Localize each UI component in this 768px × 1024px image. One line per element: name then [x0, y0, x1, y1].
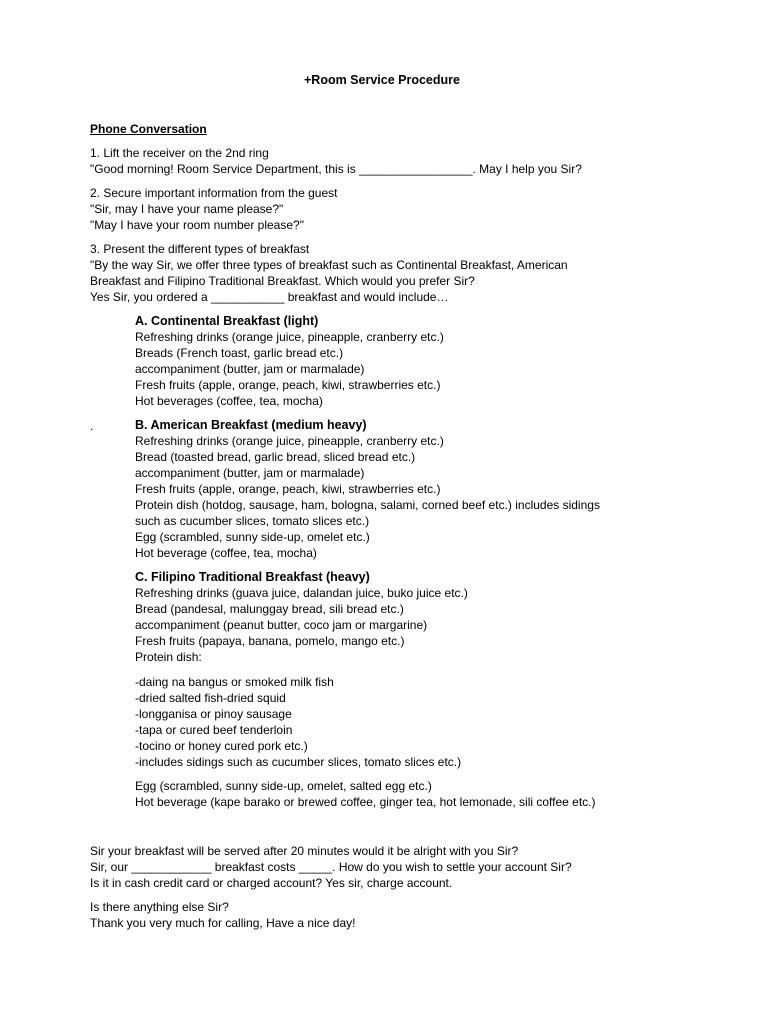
list-item: accompaniment (peanut butter, coco jam or margarine) — [135, 618, 428, 632]
breakfast-a-heading: A. Continental Breakfast (light) — [135, 314, 319, 328]
list-item: Bread (toasted bread, garlic bread, sliced bread etc.) — [135, 450, 416, 464]
protein-item: -tapa or cured beef tenderloin — [135, 723, 293, 737]
step-2-line: "Sir, may I have your name please?" — [90, 202, 284, 216]
list-item: Protein dish: — [135, 650, 202, 664]
step-1-line: "Good morning! Room Service Department, this is _________________. May I help you Sir? — [90, 162, 582, 176]
list-item: Hot beverage (coffee, tea, mocha) — [135, 546, 317, 560]
list-item: Bread (pandesal, malunggay bread, sili bread etc.) — [135, 602, 404, 616]
closing-line: Thank you very much for calling, Have a nice day! — [90, 916, 356, 930]
step-3-line: Breakfast and Filipino Traditional Breakfast. Which would you prefer Sir? — [90, 274, 475, 288]
document-title: +Room Service Procedure — [304, 73, 460, 87]
breakfast-b-heading: B. American Breakfast (medium heavy) — [135, 418, 367, 432]
list-item: accompaniment (butter, jam or marmalade) — [135, 466, 365, 480]
list-item: Breads (French toast, garlic bread etc.) — [135, 346, 344, 360]
closing-line: Is there anything else Sir? — [90, 900, 229, 914]
stray-period-marker: . — [90, 419, 94, 433]
protein-item: -longganisa or pinoy sausage — [135, 707, 292, 721]
list-item: Egg (scrambled, sunny side-up, omelet etc.) — [135, 530, 370, 544]
protein-item: -includes sidings such as cucumber slices, tomato slices etc.) — [135, 755, 462, 769]
list-item: Fresh fruits (papaya, banana, pomelo, mango etc.) — [135, 634, 405, 648]
list-item: Refreshing drinks (orange juice, pineapple, cranberry etc.) — [135, 434, 444, 448]
step-1: 1. Lift the receiver on the 2nd ring — [90, 146, 269, 160]
step-2: 2. Secure important information from the guest — [90, 186, 338, 200]
list-item: Fresh fruits (apple, orange, peach, kiwi, strawberries etc.) — [135, 378, 441, 392]
step-3-line: "By the way Sir, we offer three types of breakfast such as Continental Breakfast, American — [90, 258, 568, 272]
closing-line: Is it in cash credit card or charged account? Yes sir, charge account. — [90, 876, 453, 890]
list-item: Hot beverages (coffee, tea, mocha) — [135, 394, 323, 408]
list-item: accompaniment (butter, jam or marmalade) — [135, 362, 365, 376]
protein-item: -daing na bangus or smoked milk fish — [135, 675, 334, 689]
step-3: 3. Present the different types of breakfast — [90, 242, 310, 256]
list-item: Protein dish (hotdog, sausage, ham, bologna, salami, corned beef etc.) includes sidings — [135, 498, 600, 512]
step-3-line: Yes Sir, you ordered a ___________ breakfast and would include… — [90, 290, 449, 304]
closing-line: Sir your breakfast will be served after 20 minutes would it be alright with you Sir? — [90, 844, 519, 858]
list-item: Egg (scrambled, sunny side-up, omelet, salted egg etc.) — [135, 779, 432, 793]
list-item: such as cucumber slices, tomato slices etc.) — [135, 514, 370, 528]
breakfast-c-heading: C. Filipino Traditional Breakfast (heavy) — [135, 570, 370, 584]
section-heading: Phone Conversation — [90, 122, 207, 136]
list-item: Refreshing drinks (orange juice, pineapple, cranberry etc.) — [135, 330, 444, 344]
protein-item: -tocino or honey cured pork etc.) — [135, 739, 308, 753]
list-item: Fresh fruits (apple, orange, peach, kiwi, strawberries etc.) — [135, 482, 441, 496]
protein-item: -dried salted fish-dried squid — [135, 691, 286, 705]
list-item: Refreshing drinks (guava juice, dalandan juice, buko juice etc.) — [135, 586, 468, 600]
step-2-line: "May I have your room number please?" — [90, 218, 304, 232]
list-item: Hot beverage (kape barako or brewed coffee, ginger tea, hot lemonade, sili coffee etc.) — [135, 795, 596, 809]
closing-line: Sir, our ____________ breakfast costs _____. How do you wish to settle your account Sir? — [90, 860, 572, 874]
